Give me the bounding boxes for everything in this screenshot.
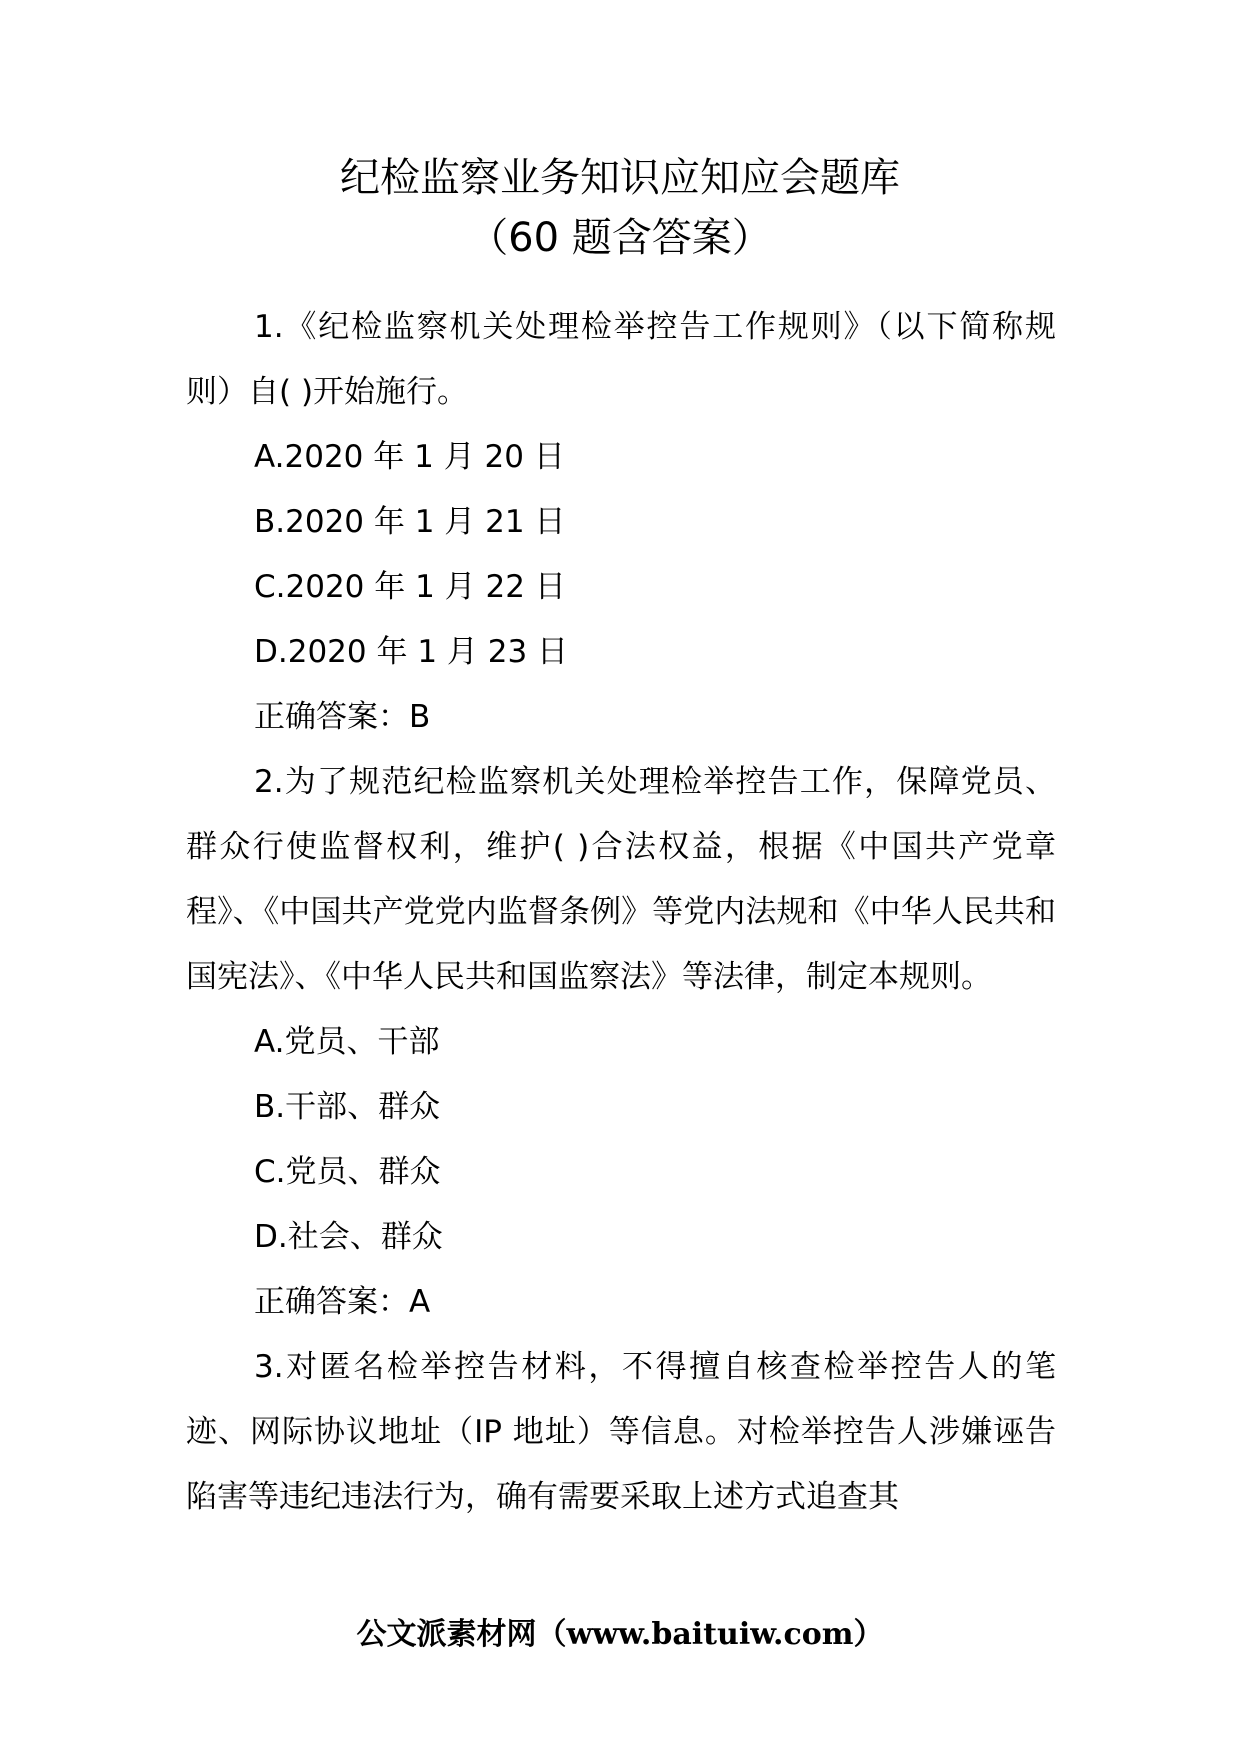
document-title: 纪检监察业务知识应知应会题库 (340, 155, 900, 201)
question-2-stem: 2.为了规范纪检监察机关处理检举控告工作，保障党员、群众行使监督权利，维护( )合法权益，根据《中国共产党章程》、《中国共产党党内监督条例》等党内法规和《中华人民共和国宪法》、《中华人民共和国监察法》等法律，制定本规则。 (186, 764, 1056, 995)
document-subtitle: （60 题含答案） (468, 215, 772, 261)
question-1-option-a: A.2020 年 1 月 20 日 (254, 439, 565, 475)
question-1-option-d: D.2020 年 1 月 23 日 (254, 634, 569, 670)
question-list (186, 295, 1056, 1530)
question-2-option-a: A.党员、干部 (254, 1024, 440, 1060)
question-1-option-c: C.2020 年 1 月 22 日 (254, 569, 566, 605)
question-2-option-c: C.党员、群众 (254, 1154, 441, 1190)
question-2-option-b: B.干部、群众 (254, 1089, 441, 1125)
question-2-option-d: D.社会、群众 (254, 1219, 443, 1255)
question-1-option-b: B.2020 年 1 月 21 日 (254, 504, 566, 540)
question-2-answer: 正确答案：A (254, 1284, 431, 1320)
question-1-stem: 1.《纪检监察机关处理检举控告工作规则》（以下简称规则）自( )开始施行。 (186, 309, 1056, 410)
question-1-answer: 正确答案：B (254, 699, 431, 735)
question-3-stem: 3.对匿名检举控告材料，不得擅自核查检举控告人的笔迹、网际协议地址（IP 地址）等信息。对检举控告人涉嫌诬告陷害等违纪违法行为，确有需要采取上述方式追查其 (186, 1349, 1056, 1515)
footer-watermark: 公文派素材网（www.baituiw.com） (356, 1617, 884, 1652)
